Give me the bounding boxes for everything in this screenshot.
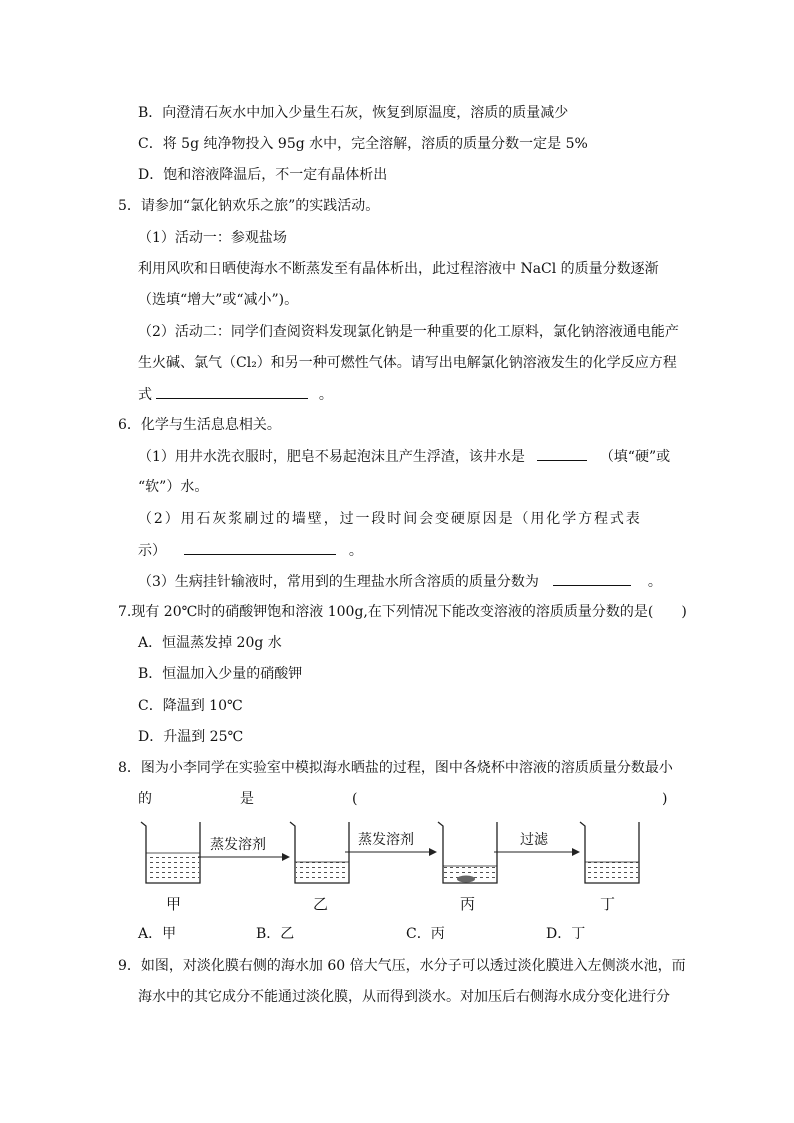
beaker-bing	[438, 822, 497, 883]
q5-part1-line1: 利用风吹和日晒使海水不断蒸发至有晶体析出，此过程溶液中 NaCl 的质量分数逐渐	[138, 261, 659, 277]
beaker-bing-label: 丙	[460, 895, 476, 913]
beaker-ding	[580, 822, 639, 883]
arrow-1	[198, 853, 290, 861]
beaker-ding-label: 丁	[600, 895, 616, 913]
arrow-3	[494, 848, 580, 856]
q5-part1-line2: （选填“增大”或“减小”)。	[138, 292, 299, 308]
q4-option-b: B．向澄清石灰水中加入少量生石灰，恢复到原温度，溶质的质量减少	[138, 105, 569, 121]
q8-option-c: C．丙	[406, 926, 445, 942]
q8-option-d: D．丁	[546, 926, 586, 942]
q8-stem-line2-c: (	[352, 791, 358, 807]
q5-part2-line1: （2）活动二：同学们查阅资料发现氯化钠是一种重要的化工原料，氯化钠溶液通电能产	[138, 324, 679, 340]
q5-part1-title: （1）活动一：参观盐场	[138, 230, 287, 246]
beaker-yi	[290, 822, 349, 883]
crystal-deposit-icon	[457, 876, 475, 883]
q5-part2-line3-pre: 式	[138, 387, 152, 403]
q8-stem: 8．图为小李同学在实验室中模拟海水晒盐的过程，图中各烧杯中溶液的溶质质量分数最小	[118, 760, 673, 776]
q4-option-d: D．饱和溶液降温后，不一定有晶体析出	[138, 167, 388, 183]
q9-line2: 海水中的其它成分不能通过淡化膜，从而得到淡水。对加压后右侧海水成分变化进行分	[138, 989, 670, 1005]
arrow-2-label: 蒸发溶剂	[358, 832, 414, 848]
q8-stem-line2-a: 的	[138, 791, 152, 807]
q6-part3-text-post: 。	[647, 574, 662, 590]
q6-part1-line2: “软”）水。	[138, 479, 209, 495]
q8-option-b: B．乙	[256, 926, 295, 942]
q7-option-d: D．升温到 25℃	[138, 729, 244, 745]
beaker-yi-label: 乙	[313, 895, 329, 913]
q6-part2-text: 示）	[138, 543, 166, 559]
q6-part3-text: （3）生病挂针输液时，常用到的生理盐水所含溶质的质量分数为	[138, 574, 539, 590]
beaker-jia	[141, 822, 200, 883]
q6-part1-text-post: （填“硬”或	[599, 449, 671, 465]
q5-stem: 5．请参加“氯化钠欢乐之旅”的实践活动。	[118, 198, 380, 214]
arrow-2	[345, 848, 437, 856]
q6-stem: 6．化学与生活息息相关。	[118, 417, 281, 433]
q8-option-a: A．甲	[138, 926, 177, 942]
q6-part1-text: （1）用井水洗衣服时，肥皂不易起泡沫且产生浮渣，该井水是	[138, 449, 525, 465]
q4-option-c: C．将 5g 纯净物投入 95g 水中，完全溶解，溶质的质量分数一定是 5%	[138, 136, 588, 152]
q8-stem-line2-d: )	[662, 791, 668, 807]
q7-option-c: C．降温到 10℃	[138, 698, 243, 714]
q7-stem: 7.现有 20℃时的硝酸钾饱和溶液 100g,在下列情况下能改变溶液的溶质质量分数的是( )	[118, 604, 687, 620]
q6-part2-text-post: 。	[348, 543, 363, 559]
q7-option-b: B．恒温加入少量的硝酸钾	[138, 666, 303, 682]
q5-part2-line2: 生火碱、氯气（Cl₂）和另一种可燃性气体。请写出电解氯化钠溶液发生的化学反应方程	[138, 355, 677, 371]
q5-part2-line3-post: 。	[318, 387, 333, 403]
q9-line1: 9．如图，对淡化膜右侧的海水加 60 倍大气压，水分子可以透过淡化膜进入左侧淡水池，而	[118, 958, 686, 974]
q6-part2-line1: （2）用石灰浆刷过的墙壁，过一段时间会变硬原因是（用化学方程式表	[138, 511, 642, 527]
q7-option-a: A．恒温蒸发掉 20g 水	[138, 635, 282, 651]
arrow-1-label: 蒸发溶剂	[210, 837, 266, 853]
beaker-jia-label: 甲	[166, 895, 182, 913]
q8-stem-line2-b: 是	[240, 791, 254, 807]
arrow-3-label: 过滤	[520, 832, 548, 848]
